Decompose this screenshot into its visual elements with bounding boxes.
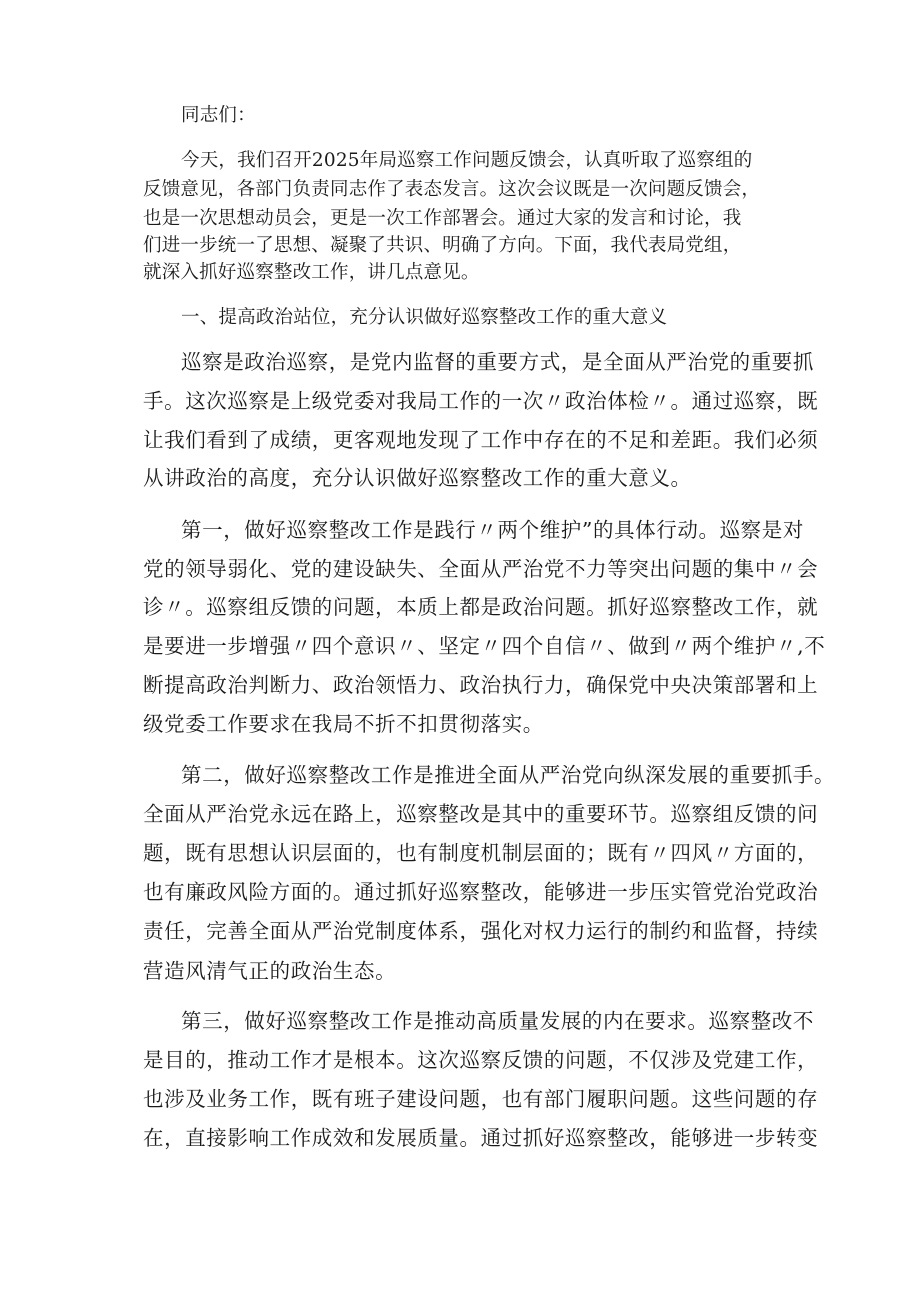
paragraph-line: 巡察是政治巡察，是党内监督的重要方式，是全面从严治党的重要抓 <box>181 350 814 374</box>
paragraph-line: 党的领导弱化、党的建设缺失、全面从严治党不力等突出问题的集中〃会 <box>143 557 819 581</box>
paragraph-line: 第二，做好巡察整改工作是推进全面从严治党向纵深发展的重要抓手。 <box>181 763 836 787</box>
paragraph-line: 在，直接影响工作成效和发展质量。通过抓好巡察整改，能够进一步转变 <box>143 1126 819 1150</box>
paragraph-line: 也有廉政风险方面的。通过抓好巡察整改，能够进一步压实管党治党政治 <box>143 880 819 904</box>
paragraph-line: 级党委工作要求在我局不折不扣贯彻落实。 <box>143 712 544 736</box>
paragraph-line: 营造风清气正的政治生态。 <box>143 959 397 983</box>
paragraph-line: 断提高政治判断力、政治领悟力、政治执行力，确保党中央决策部署和上 <box>143 673 819 697</box>
intro-line: 们进一步统一了思想、凝聚了共识、明确了方向。下面，我代表局党组， <box>143 235 742 256</box>
paragraph-line: 手。这次巡察是上级党委对我局工作的一次〃政治体检〃。通过巡察，既 <box>143 389 819 413</box>
intro-line: 也是一次思想动员会，更是一次工作部署会。通过大家的发言和讨论，我 <box>143 208 742 229</box>
paragraph-line: 从讲政治的高度，充分认识做好巡察整改工作的重大意义。 <box>143 466 692 490</box>
greeting: 同志们： <box>181 105 256 126</box>
paragraph-line: 题，既有思想认识层面的，也有制度机制层面的；既有〃四风〃方面的， <box>143 841 819 865</box>
intro-line: 今天，我们召开2025年局巡察工作问题反馈会，认真听取了巡察组的 <box>181 150 753 171</box>
paragraph-line: 是要进一步增强〃四个意识〃、坚定〃四个自信〃、做到〃两个维护〃,不 <box>143 634 826 658</box>
section-heading: 一、提高政治站位，充分认识做好巡察整改工作的重大意义 <box>181 307 668 328</box>
paragraph-line: 是目的，推动工作才是根本。这次巡察反馈的问题，不仅涉及党建工作， <box>143 1048 819 1072</box>
paragraph-line: 诊〃。巡察组反馈的问题，本质上都是政治问题。抓好巡察整改工作，就 <box>143 595 819 619</box>
paragraph-line: 让我们看到了成绩，更客观地发现了工作中存在的不足和差距。我们必须 <box>143 428 819 452</box>
paragraph-line: 全面从严治党永远在路上，巡察整改是其中的重要环节。巡察组反馈的问 <box>143 802 819 826</box>
intro-line: 反馈意见，各部门负责同志作了表态发言。这次会议既是一次问题反馈会， <box>143 179 761 200</box>
paragraph-line: 第一，做好巡察整改工作是践行〃两个维护”的具体行动。巡察是对 <box>181 518 804 542</box>
paragraph-line: 责任，完善全面从严治党制度体系，强化对权力运行的制约和监督，持续 <box>143 919 819 943</box>
intro-line: 就深入抓好巡察整改工作，讲几点意见。 <box>143 262 480 283</box>
paragraph-line: 第三，做好巡察整改工作是推动高质量发展的内在要求。巡察整改不 <box>181 1009 814 1033</box>
paragraph-line: 也涉及业务工作，既有班子建设问题，也有部门履职问题。这些问题的存 <box>143 1087 819 1111</box>
